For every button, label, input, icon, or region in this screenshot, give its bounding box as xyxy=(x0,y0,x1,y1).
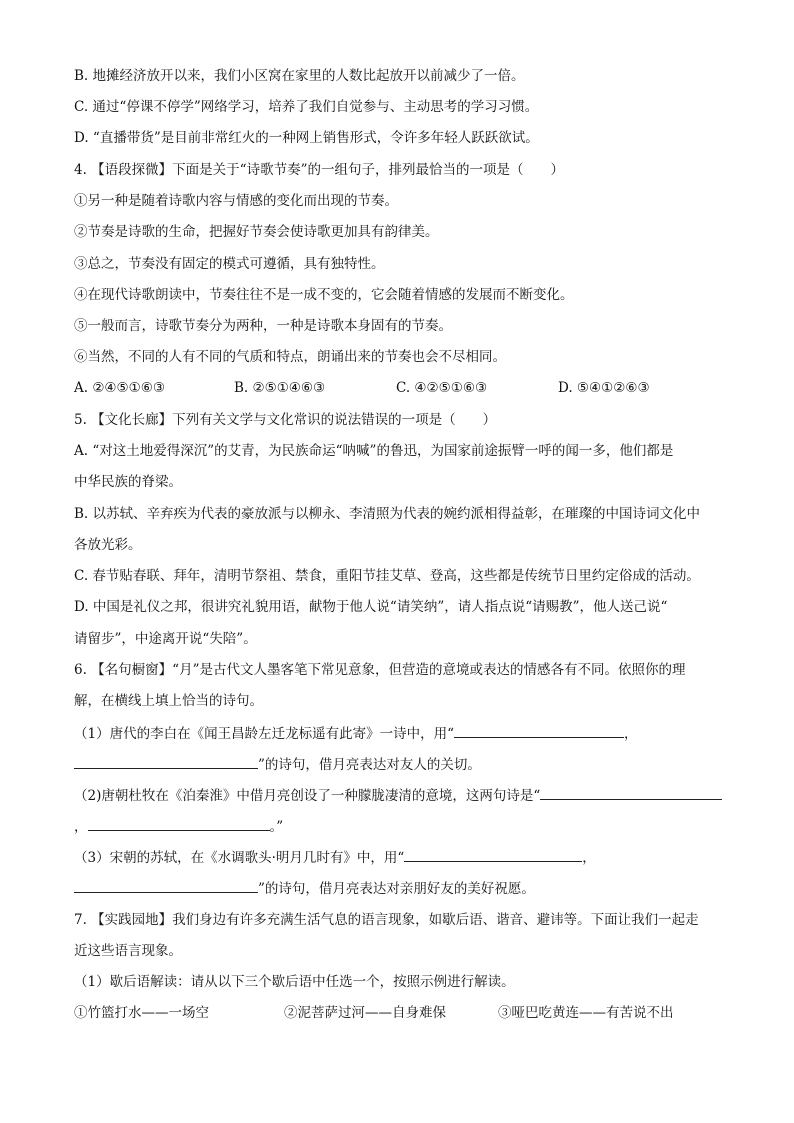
q3-option-b: B. 地摊经济放开以来，我们小区窝在家里的人数比起放开以前减少了一倍。 xyxy=(74,68,525,84)
q7-1-items xyxy=(74,1003,724,1023)
q4-option-a: A. ②④⑤①⑥③ xyxy=(74,380,165,396)
q4-sentence-2: ②节奏是诗歌的生命，把握好节奏会使诗歌更加具有韵律美。 xyxy=(74,224,439,240)
q6-1-blank-1[interactable] xyxy=(454,723,624,738)
q6-stem-line2: 解，在横线上填上恰当的诗句。 xyxy=(74,693,263,709)
q4-options xyxy=(74,378,724,398)
q4-option-d: D. ⑤④①②⑥③ xyxy=(558,380,650,396)
q6-3-line1 xyxy=(74,847,596,868)
q7-item-1: ①竹篮打水——一场空 xyxy=(74,1005,209,1021)
q5-option-d-line2: 请留步”，中途离开说“失陪”。 xyxy=(74,631,257,647)
q6-2-end: 。” xyxy=(269,819,284,835)
q6-1-line2 xyxy=(74,754,481,775)
q3-option-d: D. “直播带货”是目前非常红火的一种网上销售形式，令许多年轻人跃跃欲试。 xyxy=(74,130,539,146)
q6-2-blank-2[interactable] xyxy=(88,816,270,831)
q4-option-b: B. ②⑤①④⑥③ xyxy=(234,380,326,396)
q4-option-c: C. ④②⑤①⑥③ xyxy=(396,380,488,396)
q5-option-d-line1: D. 中国是礼仪之邦，很讲究礼貌用语，献物于他人说“请笑纳”，请人指点说“请赐教”，他人送己说“ xyxy=(74,599,668,615)
q5-option-a-line2: 中华民族的脊梁。 xyxy=(74,474,182,490)
q7-stem-line1: 7. 【实践园地】我们身边有许多充满生活气息的语言现象，如歇后语、谐音、避讳等。下面让我们一起走 xyxy=(74,912,699,928)
q6-3-blank-2[interactable] xyxy=(74,878,258,893)
q5-option-c: C. 春节贴春联、拜年，清明节祭祖、禁食，重阳节挂艾草、登高，这些都是传统节日里约定俗成的活动。 xyxy=(74,568,700,584)
q4-sentence-1: ①另一种是随着诗歌内容与情感的变化而出现的节奏。 xyxy=(74,193,398,209)
q6-2-line2 xyxy=(74,816,283,837)
q6-3-suffix: ”的诗句，借月亮表达对亲朋好友的美好祝愿。 xyxy=(258,881,535,897)
q6-3-blank-1[interactable] xyxy=(404,847,582,862)
q6-stem-line1: 6. 【名句橱窗】“月”是古代文人墨客笔下常见意象，但营造的意境或表达的情感各有不同。依照你的理 xyxy=(74,662,686,678)
q6-2-line1 xyxy=(74,785,722,806)
q6-1-line1 xyxy=(74,723,638,744)
q6-1-suffix: ”的诗句，借月亮表达对友人的关切。 xyxy=(258,757,481,773)
q3-option-c: C. 通过“停课不停学”网络学习，培养了我们自觉参与、主动思考的学习习惯。 xyxy=(74,99,539,115)
q6-1-blank-2[interactable] xyxy=(74,754,258,769)
q6-2-comma: ， xyxy=(74,819,88,835)
q6-1-prompt: （1）唐代的李白在《闻王昌龄左迁龙标遥有此寄》一诗中，用“ xyxy=(74,726,454,742)
q4-sentence-3: ③总之，节奏没有固定的模式可遵循，具有独特性。 xyxy=(74,256,385,272)
q4-sentence-6: ⑥当然，不同的人有不同的气质和特点，朗诵出来的节奏也会不尽相同。 xyxy=(74,349,506,365)
q4-stem: 4. 【语段探微】下面是关于“诗歌节奏”的一组句子，排列最恰当的一项是（ ） xyxy=(74,162,564,178)
q4-sentence-4: ④在现代诗歌朗读中，节奏往往不是一成不变的，它会随着情感的发展而不断变化。 xyxy=(74,287,574,303)
q5-option-a-line1: A. “对这土地爱得深沉”的艾青，为民族命运“呐喊”的鲁迅，为国家前途振臂一呼的闻一多，他们都是 xyxy=(74,443,674,459)
q7-stem-line2: 近这些语言现象。 xyxy=(74,943,182,959)
q7-item-3: ③哑巴吃黄连——有苦说不出 xyxy=(498,1005,674,1021)
q6-3-line2 xyxy=(74,878,535,899)
q6-1-comma: ， xyxy=(624,726,638,742)
q6-2-blank-1[interactable] xyxy=(540,785,722,800)
q5-option-b-line1: B. 以苏轼、辛弃疾为代表的豪放派与以柳永、李清照为代表的婉约派相得益彰，在璀璨的中国诗词文化中 xyxy=(74,506,701,522)
q4-sentence-5: ⑤一般而言，诗歌节奏分为两种，一种是诗歌本身固有的节奏。 xyxy=(74,318,452,334)
q5-stem: 5. 【文化长廊】下列有关文学与文化常识的说法错误的一项是（ ） xyxy=(74,412,497,428)
q6-3-comma: ， xyxy=(582,850,596,866)
q5-option-b-line2: 各放光彩。 xyxy=(74,537,142,553)
q6-3-prompt: （3）宋朝的苏轼，在《水调歌头·明月几时有》中，用“ xyxy=(74,850,405,866)
q6-2-prompt: （2)唐朝杜牧在《泊秦淮》中借月亮创设了一种朦胧凄清的意境，这两句诗是“ xyxy=(74,788,541,804)
q7-1-prompt: （1）歇后语解读：请从以下三个歇后语中任选一个，按照示例进行解读。 xyxy=(74,974,515,990)
q7-item-2: ②泥菩萨过河——自身难保 xyxy=(284,1005,446,1021)
